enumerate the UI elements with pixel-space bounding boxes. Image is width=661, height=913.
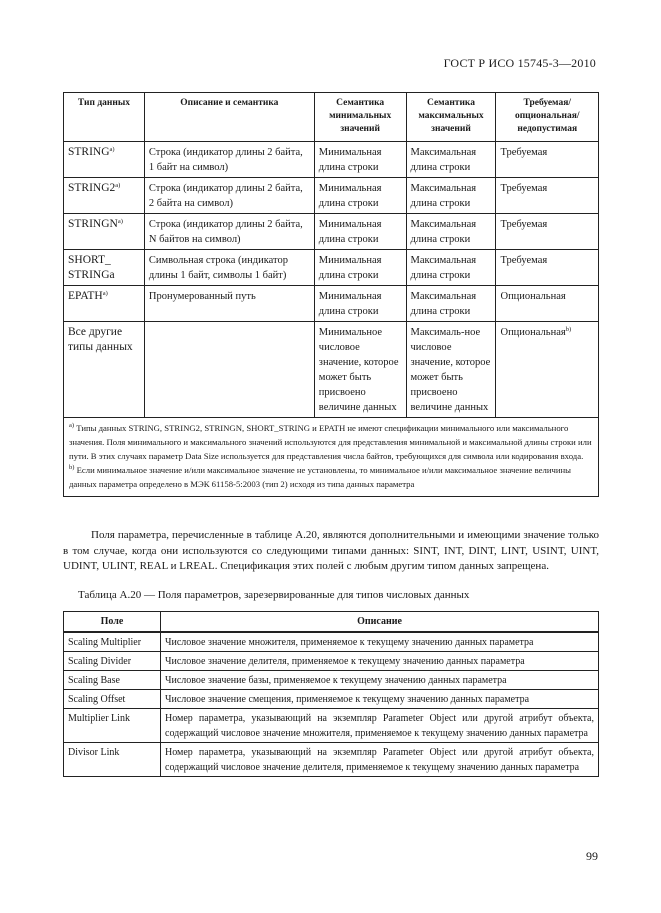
table-row bbox=[64, 632, 599, 652]
table-row bbox=[64, 690, 599, 709]
document-header: ГОСТ Р ИСО 15745-3—2010 bbox=[443, 56, 596, 70]
cell-type: Все другие типы данных bbox=[64, 322, 145, 418]
table-row bbox=[64, 178, 599, 214]
cell-min: Минимальная длина строки bbox=[314, 214, 406, 250]
cell-description: Строка (индикатор длины 2 байта, N байтов на символ) bbox=[144, 214, 314, 250]
cell-requirement: Требуемая bbox=[496, 178, 599, 214]
cell-requirement: Требуемая bbox=[496, 250, 599, 286]
table-row bbox=[64, 214, 599, 250]
header-type: Тип данных bbox=[64, 93, 145, 142]
cell-description: Числовое значение базы, применяемое к текущему значению данных параметра bbox=[161, 671, 599, 690]
cell-max: Максимальная длина строки bbox=[406, 142, 496, 178]
header-field: Поле bbox=[64, 612, 161, 633]
cell-type: STRING2$^{a)}$ bbox=[64, 178, 145, 214]
cell-field: Scaling Multiplier bbox=[64, 632, 161, 652]
cell-max: Максимальная длина строки bbox=[406, 250, 496, 286]
cell-max: Максимальная длина строки bbox=[406, 214, 496, 250]
header-max: Семантика максимальных значений bbox=[406, 93, 496, 142]
cell-description: Номер параметра, указывающий на экземпляр Parameter Object или другой атрибут объекта, содержащий числовое значение делителя, применяемое к текущему значению данных параметра bbox=[161, 743, 599, 777]
note-b: $^{b)}$ Если минимальное значение и/или максимальное значение не установлены, то минимальное и/или максимальное значение величины данных параметра определено в МЭК 61158-5:2003 (тип 2) исходя из типа данных параметра bbox=[69, 464, 571, 489]
table-row bbox=[64, 671, 599, 690]
table-row bbox=[64, 322, 599, 418]
cell-max: Максимальная длина строки bbox=[406, 286, 496, 322]
cell-requirement: Опциональная$^{b)}$ bbox=[496, 322, 599, 418]
cell-description: Пронумерованный путь bbox=[144, 286, 314, 322]
cell-min: Минимальная длина строки bbox=[314, 250, 406, 286]
table-row bbox=[64, 743, 599, 777]
cell-description: Строка (индикатор длины 2 байта, 1 байт на символ) bbox=[144, 142, 314, 178]
cell-type: EPATH$^{a)}$ bbox=[64, 286, 145, 322]
page-number: 99 bbox=[586, 849, 598, 863]
table-row bbox=[64, 652, 599, 671]
cell-description: Числовое значение множителя, применяемое к текущему значению данных параметра bbox=[161, 632, 599, 652]
cell-field: Multiplier Link bbox=[64, 709, 161, 743]
table-row bbox=[64, 286, 599, 322]
cell-requirement: Требуемая bbox=[496, 214, 599, 250]
table-header-row bbox=[64, 612, 599, 633]
cell-min: Минимальная длина строки bbox=[314, 178, 406, 214]
table-row bbox=[64, 142, 599, 178]
table-header-row bbox=[64, 93, 599, 142]
table-caption: Таблица А.20 — Поля параметров, зарезервированные для типов числовых данных bbox=[78, 589, 470, 601]
body-paragraph: Поля параметра, перечисленные в таблице А.20, являются дополнительными и имеющими значение только в том случае, когда они используются со следующими типами данных: SINT, INT, DINT, LINT, USINT, UINT, UDINT, ULINT, REAL и LREAL. Спецификация этих полей с любым другим типом данных запрещена. bbox=[63, 529, 599, 572]
cell-description: Символьная строка (индикатор длины 1 байт, символы 1 байт) bbox=[144, 250, 314, 286]
cell-min: Минимальная длина строки bbox=[314, 286, 406, 322]
cell-type: STRING$^{a)}$ bbox=[64, 142, 145, 178]
cell-min: Минимальная длина строки bbox=[314, 142, 406, 178]
cell-description bbox=[144, 322, 314, 418]
header-requirement: Требуемая/ опциональная/ недопустимая bbox=[496, 93, 599, 142]
header-min: Семантика минимальных значений bbox=[314, 93, 406, 142]
cell-requirement: Требуемая bbox=[496, 142, 599, 178]
cell-description: Числовое значение смещения, применяемое к текущему значению данных параметра bbox=[161, 690, 599, 709]
cell-type: STRINGN$^{a)}$ bbox=[64, 214, 145, 250]
cell-max: Максимальная длина строки bbox=[406, 178, 496, 214]
cell-description: Числовое значение делителя, применяемое к текущему значению данных параметра bbox=[161, 652, 599, 671]
table-notes bbox=[64, 418, 599, 497]
table-row bbox=[64, 250, 599, 286]
cell-type: SHORT_ STRINGa bbox=[64, 250, 145, 286]
table-row bbox=[64, 709, 599, 743]
cell-field: Scaling Base bbox=[64, 671, 161, 690]
cell-description: Строка (индикатор длины 2 байта, 2 байта на символ) bbox=[144, 178, 314, 214]
note-a: $^{a)}$ Типы данных STRING, STRING2, STRINGN, SHORT_STRING и EPATH не имеют спецификации минимального или максимального значения. Поля минимального и максимального значений используются для представления минимальной и максимальной длины строки или пути. В этих случаях параметр Data Size используется для представления числа байтов, требующихся для символа или кодирования входа. bbox=[69, 422, 592, 461]
cell-max: Максималь-ное числовое значение, которое может быть присвоено величине данных bbox=[406, 322, 496, 418]
header-description: Описание bbox=[161, 612, 599, 633]
header-description: Описание и семантика bbox=[144, 93, 314, 142]
cell-requirement: Опциональная bbox=[496, 286, 599, 322]
cell-min: Минимальное числовое значение, которое может быть присвоено величине данных bbox=[314, 322, 406, 418]
cell-description: Номер параметра, указывающий на экземпляр Parameter Object или другой атрибут объекта, содержащий числовое значение множителя, применяемое к текущему значению данных параметра bbox=[161, 709, 599, 743]
cell-field: Divisor Link bbox=[64, 743, 161, 777]
cell-field: Scaling Offset bbox=[64, 690, 161, 709]
parameter-fields-table bbox=[63, 611, 599, 777]
data-types-table bbox=[63, 92, 599, 497]
cell-field: Scaling Divider bbox=[64, 652, 161, 671]
table-notes-row bbox=[64, 418, 599, 497]
